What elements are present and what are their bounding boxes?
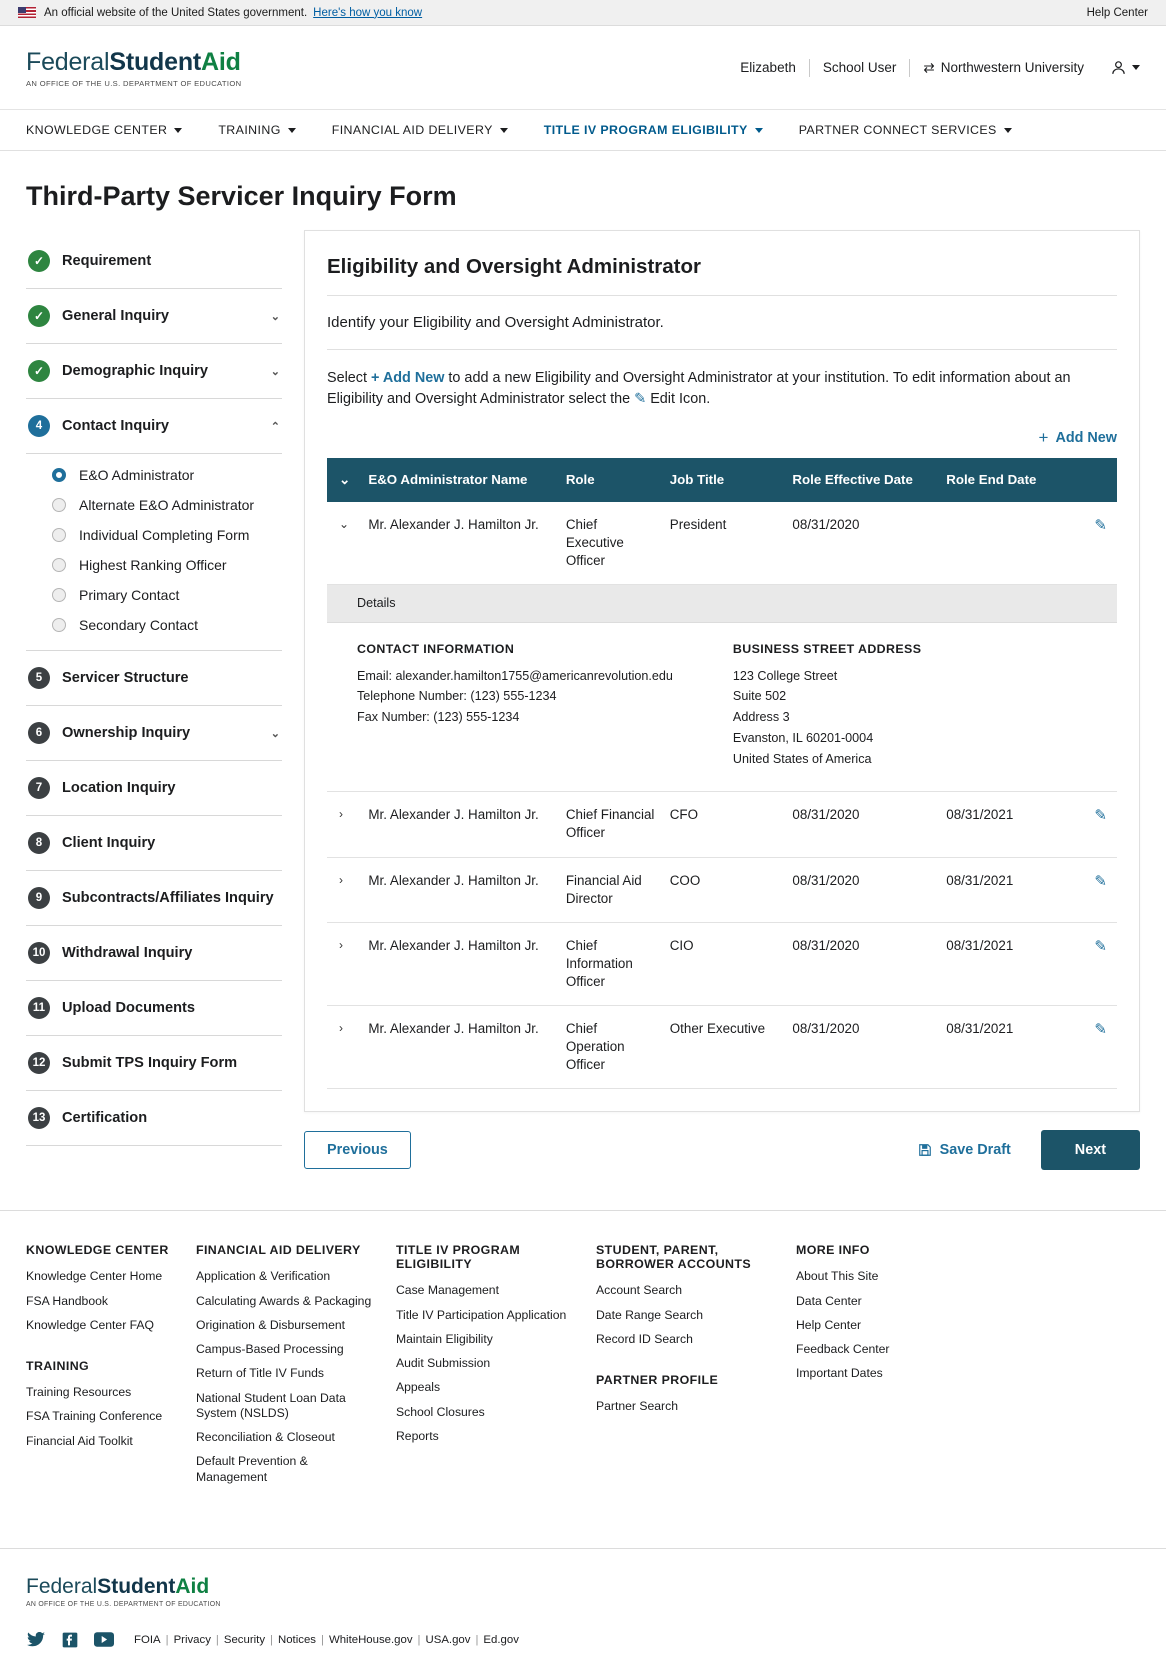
- footer-link[interactable]: Training Resources: [26, 1385, 132, 1400]
- eo-administrator-table: [327, 458, 1117, 1090]
- eo-administrator-card: [304, 230, 1140, 1112]
- header-name: E&O Administrator Name: [362, 458, 560, 502]
- nav-title-iv-program-eligibility[interactable]: [544, 123, 763, 137]
- cell-edit[interactable]: [1075, 792, 1117, 857]
- row-expand-toggle[interactable]: [327, 857, 362, 922]
- sidebar-item-upload-documents[interactable]: [26, 981, 282, 1036]
- main-nav: [0, 110, 1166, 151]
- step-badge: 11: [28, 997, 50, 1019]
- table-body: [327, 502, 1117, 1089]
- nav-partner-connect-services[interactable]: [799, 123, 1012, 137]
- table-row[interactable]: [327, 1005, 1117, 1088]
- desc-post: Edit Icon.: [646, 390, 711, 407]
- chevron-down-icon: [288, 128, 296, 133]
- sidebar-item-label: Client Inquiry: [62, 835, 156, 851]
- sidebar-item-servicer-structure[interactable]: [26, 651, 282, 706]
- contact-information-heading: CONTACT INFORMATION: [357, 642, 515, 657]
- sidebar-item-label: Ownership Inquiry: [62, 725, 191, 741]
- cell-role: Chief Financial Officer: [560, 792, 664, 857]
- contact-information-block: [357, 639, 673, 769]
- save-draft-label: Save Draft: [939, 1142, 1011, 1159]
- header-institution[interactable]: [910, 60, 1097, 76]
- row-expand-toggle[interactable]: [327, 502, 362, 585]
- cell-effective-date: 08/31/2020: [786, 857, 940, 922]
- nav-knowledge-center[interactable]: [26, 123, 182, 137]
- footer-bottom: [0, 1548, 1166, 1668]
- nav-training[interactable]: [218, 123, 295, 137]
- logo-student: Student: [109, 47, 202, 76]
- chevron-down-icon: ⌄: [270, 365, 280, 378]
- header-role-end-date: Role End Date: [940, 458, 1075, 502]
- contact-fax: Fax Number: (123) 555-1234: [357, 710, 520, 725]
- footer-heading: STUDENT, PARENT, BORROWER ACCOUNTS: [596, 1243, 752, 1272]
- sidebar-item-label: Subcontracts/Affiliates Inquiry: [62, 890, 274, 906]
- pencil-icon[interactable]: ✎: [1094, 872, 1107, 890]
- sidebar-item-label: Demographic Inquiry: [62, 363, 208, 379]
- business-address-block: [733, 639, 921, 769]
- sub-item-label: Primary Contact: [79, 587, 180, 603]
- legal-link[interactable]: Notices: [278, 1633, 316, 1646]
- nav-label: KNOWLEDGE CENTER: [26, 123, 168, 137]
- cell-role: Chief Information Officer: [560, 922, 664, 1005]
- help-center-link[interactable]: Help Center: [1086, 6, 1148, 19]
- sub-item-label: Highest Ranking Officer: [79, 557, 227, 573]
- sidebar-item-contact-inquiry[interactable]: [26, 399, 282, 454]
- table-row[interactable]: [327, 857, 1117, 922]
- footer-link[interactable]: Date Range Search: [596, 1307, 704, 1322]
- sidebar-item-individual-completing-form[interactable]: [26, 520, 282, 550]
- sub-item-label: E&O Administrator: [79, 467, 195, 483]
- address-line: Suite 502: [732, 689, 787, 704]
- card-description: [327, 350, 1117, 414]
- desc-pre: Select: [327, 370, 371, 386]
- legal-link[interactable]: Ed.gov: [483, 1633, 519, 1646]
- sidebar-item-label: Upload Documents: [62, 1000, 195, 1016]
- sidebar-item-withdrawal-inquiry[interactable]: [26, 926, 282, 981]
- cell-edit[interactable]: [1075, 1005, 1117, 1088]
- table-row[interactable]: [327, 502, 1117, 585]
- nav-label: PARTNER CONNECT SERVICES: [798, 123, 997, 137]
- row-expand-toggle[interactable]: [327, 922, 362, 1005]
- page-title: Third-Party Servicer Inquiry Form: [26, 181, 457, 211]
- footer-link[interactable]: Feedback Center: [796, 1342, 890, 1357]
- footer-link[interactable]: Origination & Disbursement: [196, 1317, 346, 1332]
- chevron-down-icon: ⌄: [339, 516, 350, 531]
- cell-name: Mr. Alexander J. Hamilton Jr.: [362, 922, 560, 1005]
- footer-logo-tagline: AN OFFICE OF THE U.S. DEPARTMENT OF EDUCATION: [26, 1600, 221, 1608]
- sidebar-item-secondary-contact[interactable]: [26, 610, 282, 640]
- cell-job-title: President: [664, 502, 787, 585]
- form-actions: [304, 1112, 1140, 1210]
- footer-col-financial-aid-delivery: [196, 1243, 396, 1494]
- sidebar-item-highest-ranking-officer[interactable]: [26, 550, 282, 580]
- footer-link[interactable]: Title IV Participation Application: [396, 1307, 567, 1322]
- cell-name: Mr. Alexander J. Hamilton Jr.: [362, 502, 560, 585]
- sidebar-item-general-inquiry[interactable]: [26, 289, 282, 344]
- table-header: [327, 458, 1117, 502]
- fsa-logo[interactable]: [26, 48, 241, 88]
- add-new-row: [327, 414, 1117, 458]
- content-area: [0, 230, 1166, 1210]
- business-address-heading: BUSINESS STREET ADDRESS: [732, 642, 922, 657]
- cell-job-title: Other Executive: [664, 1005, 787, 1088]
- chevron-right-icon: ›: [339, 807, 343, 822]
- details-body-row: [327, 623, 1117, 792]
- header-role-effective-date: Role Effective Date: [786, 458, 940, 502]
- chevron-up-icon: ⌃: [270, 420, 280, 433]
- sidebar-item-label: Servicer Structure: [62, 670, 189, 686]
- row-expand-toggle[interactable]: [327, 1005, 362, 1088]
- sidebar-item-location-inquiry[interactable]: [26, 761, 282, 816]
- radio-selected-icon: [52, 468, 66, 482]
- us-flag-icon: [18, 7, 36, 18]
- chevron-down-icon: [1004, 128, 1012, 133]
- sidebar-item-primary-contact[interactable]: [26, 580, 282, 610]
- sidebar-item-label: Requirement: [62, 253, 152, 269]
- institution-name: Northwestern University: [940, 59, 1084, 75]
- radio-icon: [52, 618, 66, 632]
- cell-role: Chief Executive Officer: [560, 502, 664, 585]
- logo-tagline: AN OFFICE OF THE U.S. DEPARTMENT OF EDUCATION: [26, 78, 242, 88]
- contact-inquiry-subitems: [26, 454, 282, 651]
- footer-heading: KNOWLEDGE CENTER: [26, 1243, 169, 1258]
- cell-effective-date: 08/31/2020: [786, 922, 940, 1005]
- sub-item-label: Secondary Contact: [79, 617, 199, 633]
- chevron-down-icon: [174, 128, 182, 133]
- save-icon: [918, 1143, 932, 1157]
- pencil-icon[interactable]: ✎: [1094, 516, 1107, 534]
- next-button[interactable]: Next: [1041, 1130, 1140, 1170]
- footer-heading: TRAINING: [26, 1359, 90, 1374]
- sidebar-item-alternate-eo-administrator[interactable]: [26, 490, 282, 520]
- chevron-down-icon: ⌄: [270, 727, 280, 740]
- cell-job-title: CIO: [664, 922, 787, 1005]
- nav-financial-aid-delivery[interactable]: [332, 123, 508, 137]
- radio-icon: [52, 498, 66, 512]
- footer-columns: [26, 1243, 1140, 1494]
- sidebar-item-ownership-inquiry[interactable]: [26, 706, 282, 761]
- chevron-right-icon: ›: [339, 937, 343, 952]
- header-role: Role: [560, 458, 664, 502]
- sidebar-item-demographic-inquiry[interactable]: [26, 344, 282, 399]
- footer-link[interactable]: Appeals: [396, 1380, 441, 1395]
- footer-link[interactable]: National Student Loan Data System (NSLDS): [196, 1390, 346, 1420]
- user-menu[interactable]: [1097, 59, 1140, 76]
- card-subtitle: Identify your Eligibility and Oversight Administrator.: [327, 296, 1117, 350]
- footer-link[interactable]: FSA Training Conference: [26, 1409, 163, 1424]
- footer-legal-links: FOIA | Privacy | Security | Notices | WhiteHouse.gov | USA.gov | Ed.gov: [134, 1633, 519, 1646]
- footer-logo-student: Student: [97, 1574, 176, 1598]
- sidebar-item-label: General Inquiry: [62, 308, 170, 324]
- details-label: Details: [327, 585, 1117, 623]
- how-you-know-link[interactable]: Here's how you know: [313, 6, 423, 19]
- pencil-icon[interactable]: ✎: [1094, 937, 1107, 955]
- footer-heading: TITLE IV PROGRAM ELIGIBILITY: [396, 1243, 521, 1272]
- nav-label: FINANCIAL AID DELIVERY: [331, 123, 493, 137]
- footer-heading: FINANCIAL AID DELIVERY: [196, 1243, 361, 1258]
- cell-name: Mr. Alexander J. Hamilton Jr.: [362, 792, 560, 857]
- card-title: Eligibility and Oversight Administrator: [327, 255, 1117, 296]
- footer-social-legal: [26, 1630, 1140, 1650]
- cell-edit[interactable]: [1075, 857, 1117, 922]
- cell-end-date: 08/31/2021: [940, 1005, 1075, 1088]
- legal-link[interactable]: WhiteHouse.gov: [328, 1633, 413, 1646]
- legal-link[interactable]: Security: [223, 1633, 266, 1646]
- footer-link[interactable]: Financial Aid Toolkit: [26, 1433, 133, 1448]
- footer-link[interactable]: Application & Verification: [196, 1269, 331, 1284]
- step-badge: 6: [28, 722, 50, 744]
- pencil-icon[interactable]: ✎: [1094, 807, 1107, 825]
- previous-button[interactable]: Previous: [304, 1131, 411, 1169]
- user-icon: [1110, 59, 1127, 76]
- cell-role: Chief Operation Officer: [560, 1005, 664, 1088]
- row-expand-toggle[interactable]: [327, 792, 362, 857]
- sidebar-item-submit-tps-inquiry-form[interactable]: [26, 1036, 282, 1091]
- nav-label: TITLE IV PROGRAM ELIGIBILITY: [543, 123, 748, 137]
- save-draft-button[interactable]: [900, 1132, 1029, 1168]
- pencil-icon: ✎: [634, 390, 647, 407]
- table-row[interactable]: [327, 792, 1117, 857]
- logo-aid: Aid: [201, 47, 241, 76]
- desc-mid: to add a new Eligibility and Oversight Administrator at your institution. To edit information about an Eligibility and Oversight Administrator select the: [327, 370, 1071, 407]
- contact-telephone: Telephone Number: (123) 555-1234: [357, 689, 557, 704]
- sidebar-item-label: Submit TPS Inquiry Form: [62, 1055, 238, 1071]
- header-edit: [1075, 458, 1117, 502]
- footer-link[interactable]: Maintain Eligibility: [396, 1331, 493, 1346]
- logo-federal: Federal: [26, 47, 110, 76]
- cell-name: Mr. Alexander J. Hamilton Jr.: [362, 1005, 560, 1088]
- header-user-name: Elizabeth: [740, 60, 796, 75]
- footer-link[interactable]: Audit Submission: [396, 1356, 491, 1371]
- sidebar-item-requirement[interactable]: [26, 234, 282, 289]
- twitter-icon[interactable]: [26, 1630, 46, 1650]
- legal-link[interactable]: Privacy: [173, 1633, 211, 1646]
- footer-link[interactable]: Reconciliation & Closeout: [196, 1430, 335, 1445]
- sidebar-item-label: Location Inquiry: [62, 780, 176, 796]
- address-line: Evanston, IL 60201-0004: [732, 730, 874, 745]
- pencil-icon[interactable]: ✎: [1094, 1020, 1107, 1038]
- footer-link[interactable]: Case Management: [396, 1283, 499, 1298]
- step-badge: 13: [28, 1107, 50, 1129]
- cell-job-title: COO: [664, 857, 787, 922]
- step-badge: 5: [28, 667, 50, 689]
- check-icon: ✓: [28, 250, 50, 272]
- footer-logo[interactable]: [26, 1575, 1140, 1599]
- cell-role: Financial Aid Director: [560, 857, 664, 922]
- footer-link[interactable]: Help Center: [796, 1317, 862, 1332]
- site-header: [0, 26, 1166, 110]
- chevron-down-icon: [755, 128, 763, 133]
- footer-link[interactable]: Calculating Awards & Packaging: [196, 1293, 372, 1308]
- radio-icon: [52, 558, 66, 572]
- footer-heading: PARTNER PROFILE: [596, 1373, 719, 1388]
- gov-banner-text: An official website of the United States government.: [44, 6, 308, 19]
- cell-end-date: 08/31/2021: [940, 922, 1075, 1005]
- footer-col-accounts: [596, 1243, 796, 1494]
- footer-col-more-info: [796, 1243, 966, 1494]
- footer-link[interactable]: About This Site: [796, 1269, 879, 1284]
- header-job-title: Job Title: [664, 458, 787, 502]
- footer-logo-federal: Federal: [26, 1574, 98, 1598]
- chevron-down-icon: [1132, 65, 1140, 70]
- step-badge: 4: [28, 415, 50, 437]
- sidebar-item-client-inquiry[interactable]: [26, 816, 282, 871]
- gov-banner: [0, 0, 1166, 26]
- footer-link[interactable]: Default Prevention & Management: [196, 1454, 308, 1484]
- check-icon: ✓: [28, 360, 50, 382]
- cell-effective-date: 08/31/2020: [786, 792, 940, 857]
- cell-effective-date: 08/31/2020: [786, 502, 940, 585]
- add-new-label: Add New: [1055, 429, 1117, 446]
- footer-link[interactable]: Important Dates: [796, 1366, 883, 1381]
- sidebar-item-label: Contact Inquiry: [62, 418, 170, 434]
- footer-link[interactable]: Reports: [396, 1428, 439, 1443]
- footer-link[interactable]: Data Center: [796, 1293, 862, 1308]
- step-badge: 10: [28, 942, 50, 964]
- sidebar-item-label: Withdrawal Inquiry: [62, 945, 193, 961]
- main-column: [304, 230, 1140, 1210]
- address-line: United States of America: [732, 751, 872, 766]
- chevron-down-icon: ⌄: [270, 310, 280, 323]
- footer-link[interactable]: Knowledge Center FAQ: [26, 1317, 155, 1332]
- legal-link[interactable]: USA.gov: [425, 1633, 471, 1646]
- cell-job-title: CFO: [664, 792, 787, 857]
- details-header-row: [327, 585, 1117, 623]
- footer-col-knowledge-center: [26, 1243, 196, 1494]
- nav-label: TRAINING: [218, 123, 281, 137]
- cell-end-date: 08/31/2021: [940, 857, 1075, 922]
- footer-link[interactable]: Partner Search: [596, 1399, 678, 1414]
- radio-icon: [52, 528, 66, 542]
- footer-link[interactable]: Account Search: [596, 1283, 683, 1298]
- cell-effective-date: 08/31/2020: [786, 1005, 940, 1088]
- sidebar-item-certification[interactable]: [26, 1091, 282, 1146]
- facebook-icon[interactable]: [60, 1630, 80, 1650]
- site-footer: [0, 1210, 1166, 1520]
- footer-col-title-iv: [396, 1243, 596, 1494]
- youtube-icon[interactable]: [94, 1630, 114, 1650]
- sidebar: [26, 230, 282, 1146]
- footer-link[interactable]: FSA Handbook: [26, 1293, 108, 1308]
- check-icon: ✓: [28, 305, 50, 327]
- cell-name: Mr. Alexander J. Hamilton Jr.: [362, 857, 560, 922]
- footer-logo-aid: Aid: [175, 1574, 210, 1598]
- plus-icon: +: [1038, 427, 1049, 447]
- table-row[interactable]: [327, 922, 1117, 1005]
- footer-link[interactable]: Record ID Search: [596, 1331, 693, 1346]
- chevron-down-icon: [500, 128, 508, 133]
- cell-edit[interactable]: [1075, 922, 1117, 1005]
- footer-link[interactable]: Return of Title IV Funds: [196, 1366, 325, 1381]
- footer-link[interactable]: Campus-Based Processing: [196, 1342, 344, 1357]
- header-user-area: [727, 59, 1140, 77]
- desc-addnew-label: + Add New: [371, 370, 445, 386]
- contact-email: Email: alexander.hamilton1755@americanrevolution.edu: [357, 668, 673, 683]
- address-line: Address 3: [732, 710, 790, 725]
- address-line: 123 College Street: [732, 668, 838, 683]
- cell-edit[interactable]: [1075, 502, 1117, 585]
- step-badge: 9: [28, 887, 50, 909]
- step-badge: 7: [28, 777, 50, 799]
- sidebar-item-label: Certification: [62, 1110, 148, 1126]
- sub-item-label: Alternate E&O Administrator: [79, 497, 255, 513]
- header-expand-toggle[interactable]: ⌄: [327, 458, 362, 502]
- radio-icon: [52, 588, 66, 602]
- header-user-role: School User: [822, 60, 897, 75]
- cell-end-date: [940, 502, 1075, 585]
- footer-heading: MORE INFO: [796, 1243, 870, 1258]
- footer-link[interactable]: Knowledge Center Home: [26, 1269, 163, 1284]
- step-badge: 8: [28, 832, 50, 854]
- step-badge: 12: [28, 1052, 50, 1074]
- sidebar-item-subcontracts-affiliates-inquiry[interactable]: [26, 871, 282, 926]
- sub-item-label: Individual Completing Form: [79, 527, 250, 543]
- sidebar-item-eo-administrator[interactable]: [26, 460, 282, 490]
- legal-link[interactable]: FOIA: [134, 1633, 161, 1646]
- footer-link[interactable]: School Closures: [396, 1404, 485, 1419]
- chevron-right-icon: ›: [339, 872, 343, 887]
- chevron-right-icon: ›: [339, 1020, 343, 1035]
- add-new-button[interactable]: [1039, 428, 1118, 448]
- cell-end-date: 08/31/2021: [940, 792, 1075, 857]
- swap-icon: ⇄: [923, 59, 935, 75]
